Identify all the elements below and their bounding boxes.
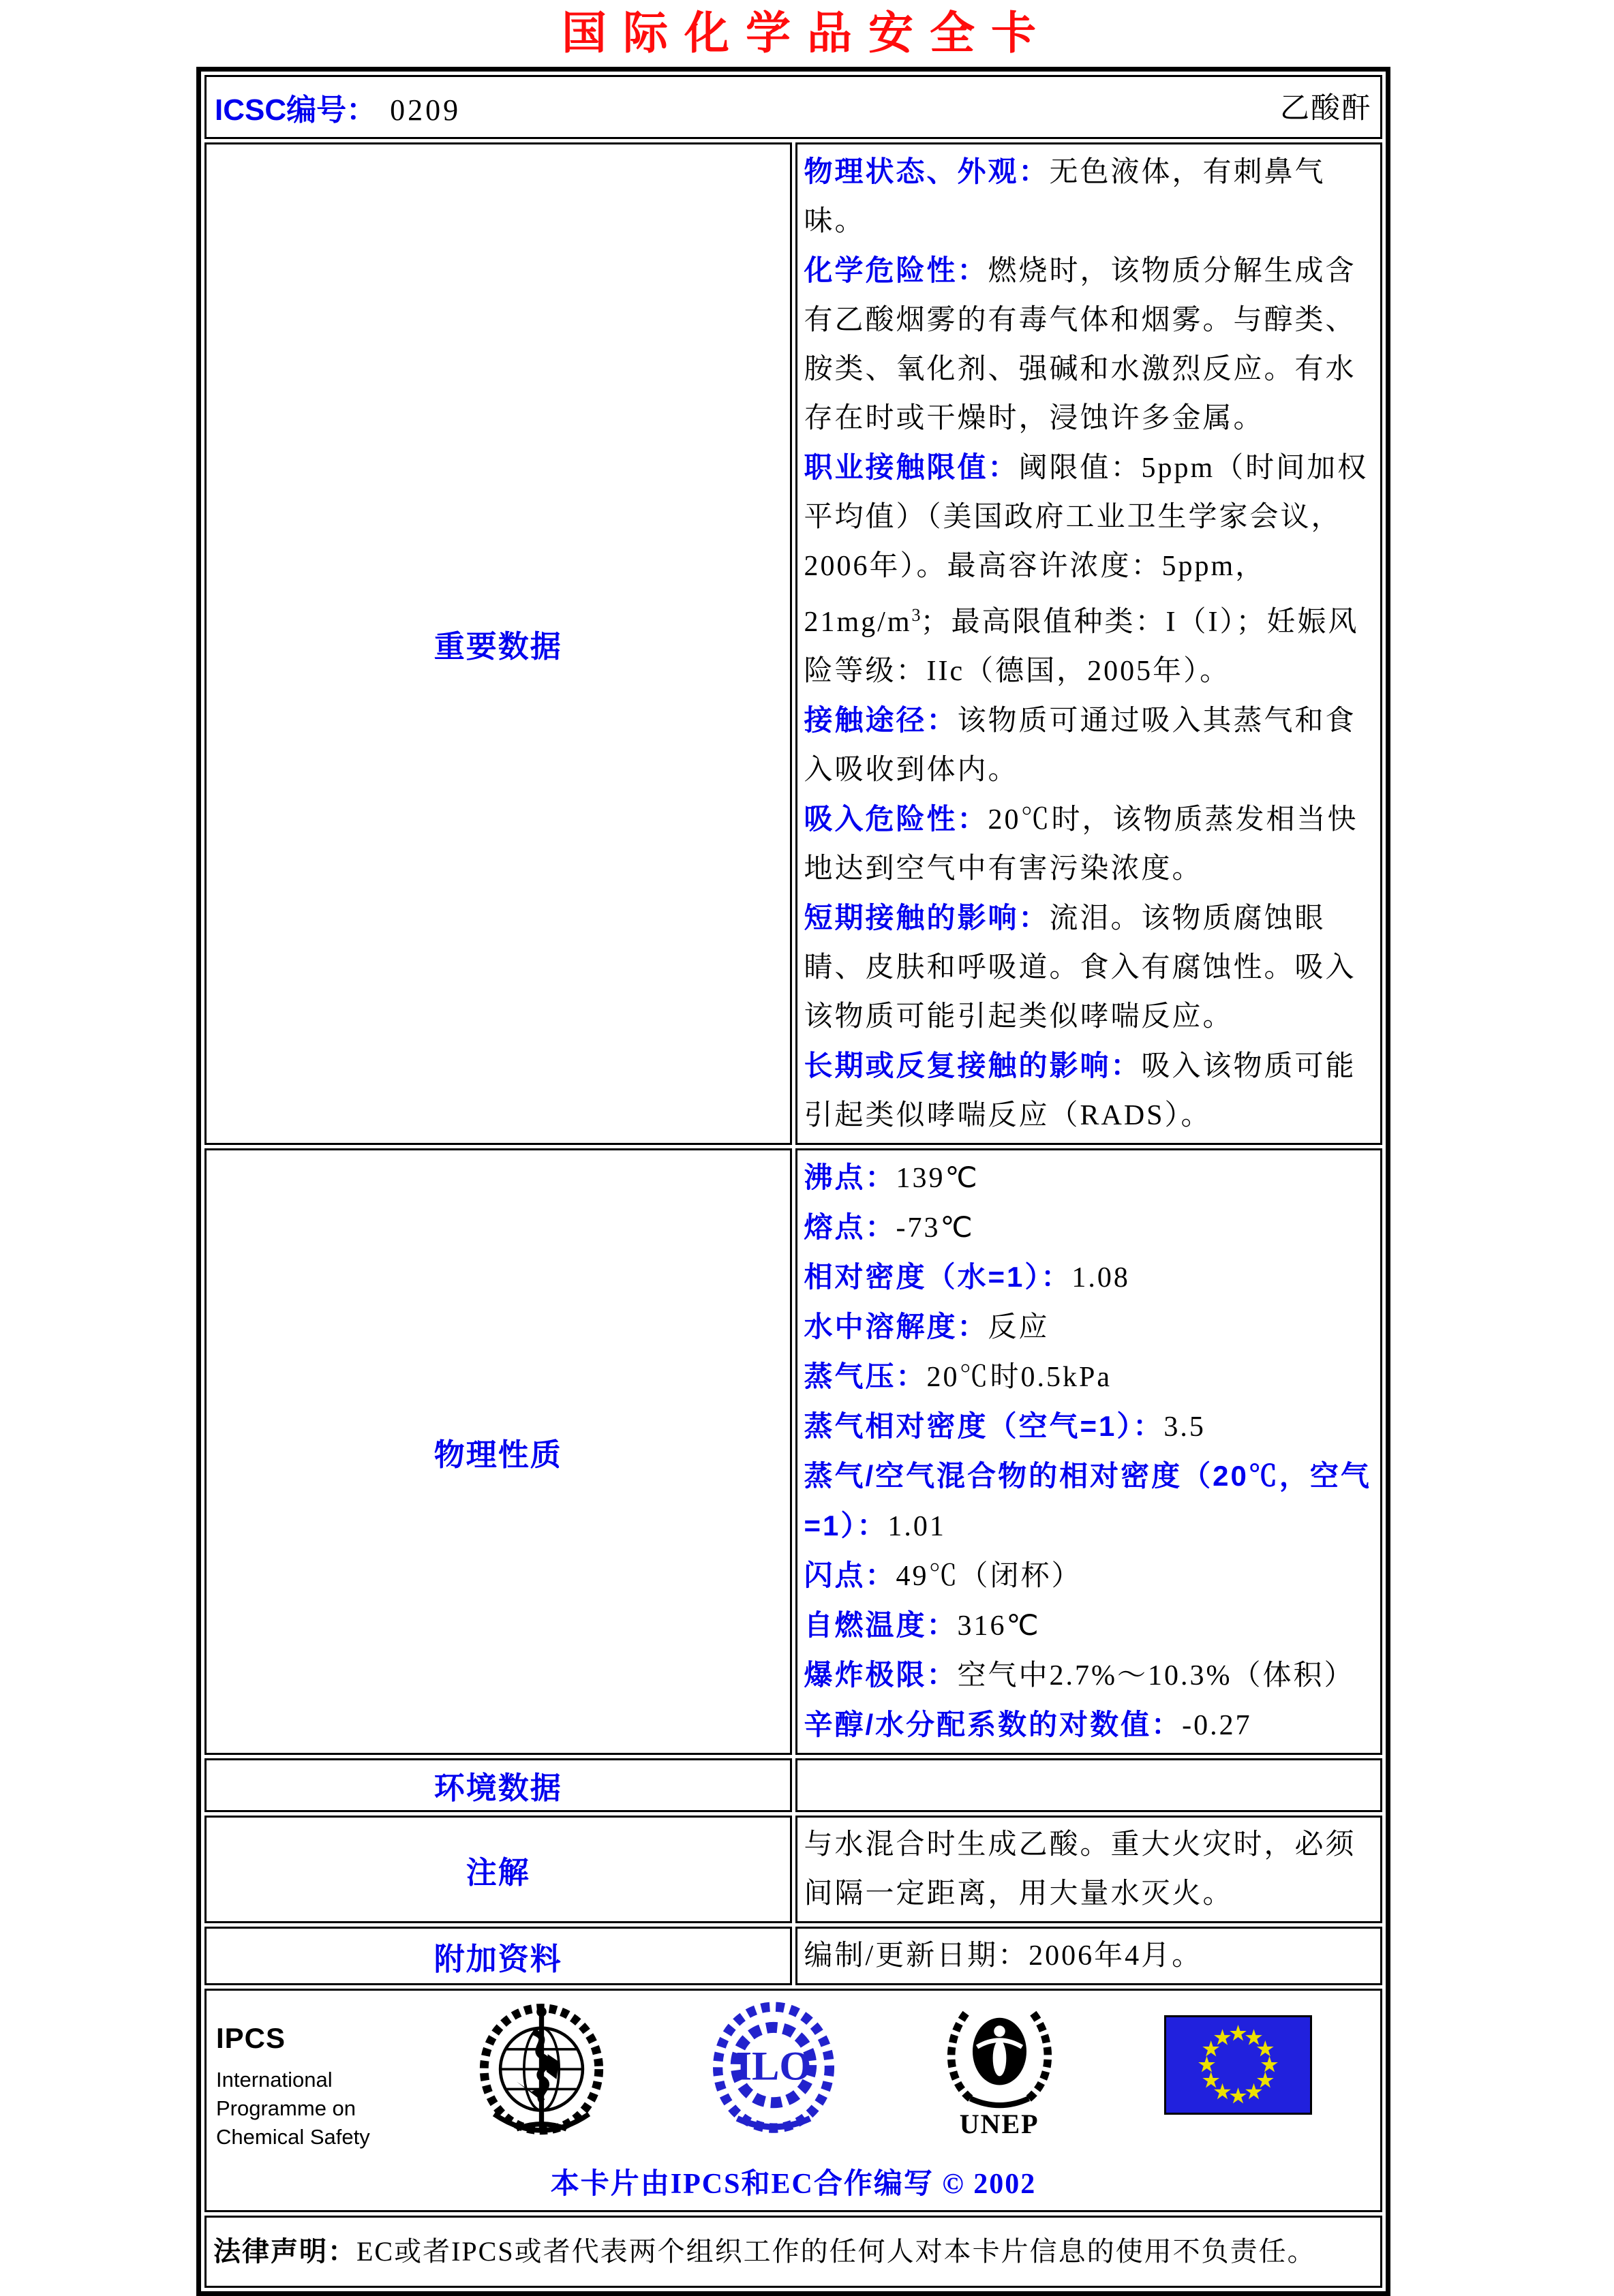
- ipcs-text-block: [216, 2004, 370, 2152]
- legal-text: EC或者IPCS或者代表两个组织工作的任何人对本卡片信息的使用不负责任。: [356, 2236, 1316, 2267]
- additional-info-row: [204, 1927, 1382, 1985]
- important-data-row: [204, 142, 1382, 1145]
- prop-value: 1.01: [887, 1511, 946, 1542]
- ipcs-subline: Programme on: [216, 2096, 356, 2120]
- field-value: 阈限值：5ppm（时间加权平均值）（美国政府工业卫生学家会议，2006年）。最高容许浓度：5ppm，21mg/m: [804, 453, 1369, 638]
- field-value: 无色液体，有刺鼻气味。: [804, 157, 1326, 237]
- prop-relative-density: [804, 1253, 1374, 1302]
- physical-properties-row: [204, 1148, 1382, 1755]
- field-inhalation-risk: [804, 795, 1374, 893]
- prop-value: 316℃: [957, 1610, 1041, 1642]
- field-occupational-exposure-limits: [804, 443, 1374, 696]
- prop-value: -73℃: [896, 1212, 975, 1244]
- field-value: 20℃时，该物质蒸发相当快地达到空气中有害污染浓度。: [804, 804, 1358, 885]
- prop-label: 自燃温度：: [804, 1609, 958, 1641]
- prop-value: 139℃: [896, 1163, 979, 1194]
- prop-label: 熔点：: [804, 1211, 896, 1243]
- ilo-logo-icon: [713, 2004, 834, 2138]
- logos-cell: [204, 1989, 1382, 2212]
- logos-row: [204, 1989, 1382, 2212]
- chemical-name: 乙酸酐: [1280, 93, 1372, 125]
- environment-row: [204, 1758, 1382, 1812]
- credit-line: 本卡片由IPCS和EC合作编写 © 2002: [550, 2169, 1037, 2200]
- prop-value: -0.27: [1182, 1710, 1252, 1741]
- prop-vapor-relative-density: [804, 1402, 1374, 1452]
- important-data-content: [795, 142, 1383, 1145]
- section-label-important-data: 重要数据: [204, 142, 792, 1145]
- superscript-3: 3: [911, 605, 921, 625]
- unep-logo-icon: [943, 2004, 1056, 2112]
- prop-label: 沸点：: [804, 1161, 896, 1193]
- page-title: 国际化学品安全卡: [562, 9, 1052, 59]
- prop-octanol-water-partition: [804, 1700, 1374, 1750]
- prop-label: 蒸气/空气混合物的相对密度（20℃，空气=1）：: [804, 1460, 1371, 1542]
- legal-cell: [204, 2216, 1382, 2288]
- field-value: 该物质可通过吸入其蒸气和食入吸收到体内。: [804, 705, 1356, 786]
- field-label: 职业接触限值：: [804, 451, 1019, 483]
- environment-content: [795, 1758, 1383, 1812]
- eu-flag-icon: [1164, 2015, 1312, 2115]
- field-short-term-effects: [804, 893, 1374, 1041]
- notes-content: 与水混合时生成乙酸。重大火灾时，必须间隔一定距离，用大量水灭火。: [795, 1816, 1383, 1923]
- field-chemical-danger: [804, 246, 1374, 443]
- prop-boiling-point: [804, 1153, 1374, 1203]
- prop-label: 闪点：: [804, 1559, 896, 1591]
- ipcs-name: IPCS: [216, 2022, 286, 2054]
- physical-properties-content: [795, 1148, 1383, 1755]
- field-value: 流泪。该物质腐蚀眼睛、皮肤和呼吸道。食入有腐蚀性。吸入该物质可能引起类似哮喘反应。: [804, 903, 1356, 1032]
- card-table: [196, 67, 1390, 2296]
- section-label-notes: 注解: [204, 1816, 792, 1923]
- notes-row: [204, 1816, 1382, 1923]
- additional-info-content: 编制/更新日期：2006年4月。: [795, 1927, 1383, 1985]
- header-row: [204, 75, 1382, 139]
- svg-text:ILO: ILO: [735, 2043, 812, 2090]
- ipcs-subline: Chemical Safety: [216, 2125, 370, 2149]
- section-label-physical-properties: 物理性质: [204, 1148, 792, 1755]
- field-label: 物理状态、外观：: [804, 155, 1050, 187]
- prop-value: 20℃时0.5kPa: [926, 1362, 1112, 1393]
- prop-melting-point: [804, 1203, 1374, 1253]
- field-physical-state: [804, 147, 1374, 246]
- prop-autoignition-temperature: [804, 1601, 1374, 1651]
- prop-value: 49℃（闭杯）: [896, 1561, 1082, 1592]
- prop-label: 相对密度（水=1）：: [804, 1261, 1072, 1293]
- prop-value: 空气中2.7%～10.3%（体积）: [957, 1660, 1355, 1692]
- unep-logo-block: [943, 2004, 1056, 2140]
- section-label-additional-info: 附加资料: [204, 1927, 792, 1985]
- prop-value: 3.5: [1163, 1411, 1206, 1443]
- eu-flag-wrap: [1164, 2004, 1312, 2115]
- ipcs-subline: International: [216, 2068, 333, 2092]
- prop-vapor-pressure: [804, 1352, 1374, 1402]
- icsc-number-value: 0209: [390, 93, 461, 127]
- section-label-environment: 环境数据: [204, 1758, 792, 1812]
- legal-row: [204, 2216, 1382, 2288]
- field-label: 长期或反复接触的影响：: [804, 1050, 1142, 1082]
- legal-label: 法律声明：: [213, 2237, 356, 2267]
- prop-label: 辛醇/水分配系数的对数值：: [804, 1709, 1183, 1741]
- field-value: ；最高限值种类：I（I）；妊娠风险等级：IIc（德国，2005年）。: [804, 607, 1359, 687]
- field-label: 吸入危险性：: [804, 803, 988, 835]
- logos-strip: [207, 2002, 1380, 2152]
- prop-vapor-air-mixture-density: [804, 1452, 1374, 1551]
- prop-explosive-limits: [804, 1651, 1374, 1700]
- icsc-number-label: ICSC编号：: [215, 93, 377, 127]
- prop-value: 反应: [988, 1312, 1050, 1343]
- prop-water-solubility: [804, 1302, 1374, 1352]
- field-label: 化学危险性：: [804, 254, 988, 286]
- field-label: 短期接触的影响：: [804, 902, 1050, 934]
- field-label: 接触途径：: [804, 704, 958, 736]
- prop-label: 爆炸极限：: [804, 1659, 958, 1691]
- header-cell: [204, 75, 1382, 139]
- field-exposure-routes: [804, 696, 1374, 795]
- who-logo-icon: [478, 2004, 605, 2144]
- prop-label: 水中溶解度：: [804, 1311, 988, 1343]
- field-value: 燃烧时，该物质分解生成含有乙酸烟雾的有毒气体和烟雾。与醇类、胺类、氧化剂、强碱和水激烈反应。有水存在时或干燥时，浸蚀许多金属。: [804, 256, 1356, 434]
- prop-flash-point: [804, 1551, 1374, 1601]
- field-value: 吸入该物质可能引起类似哮喘反应（RADS）。: [804, 1051, 1356, 1131]
- unep-caption: UNEP: [959, 2109, 1039, 2139]
- prop-value: 1.08: [1071, 1262, 1130, 1294]
- field-long-term-effects: [804, 1041, 1374, 1140]
- prop-label: 蒸气相对密度（空气=1）：: [804, 1410, 1164, 1442]
- prop-label: 蒸气压：: [804, 1360, 927, 1392]
